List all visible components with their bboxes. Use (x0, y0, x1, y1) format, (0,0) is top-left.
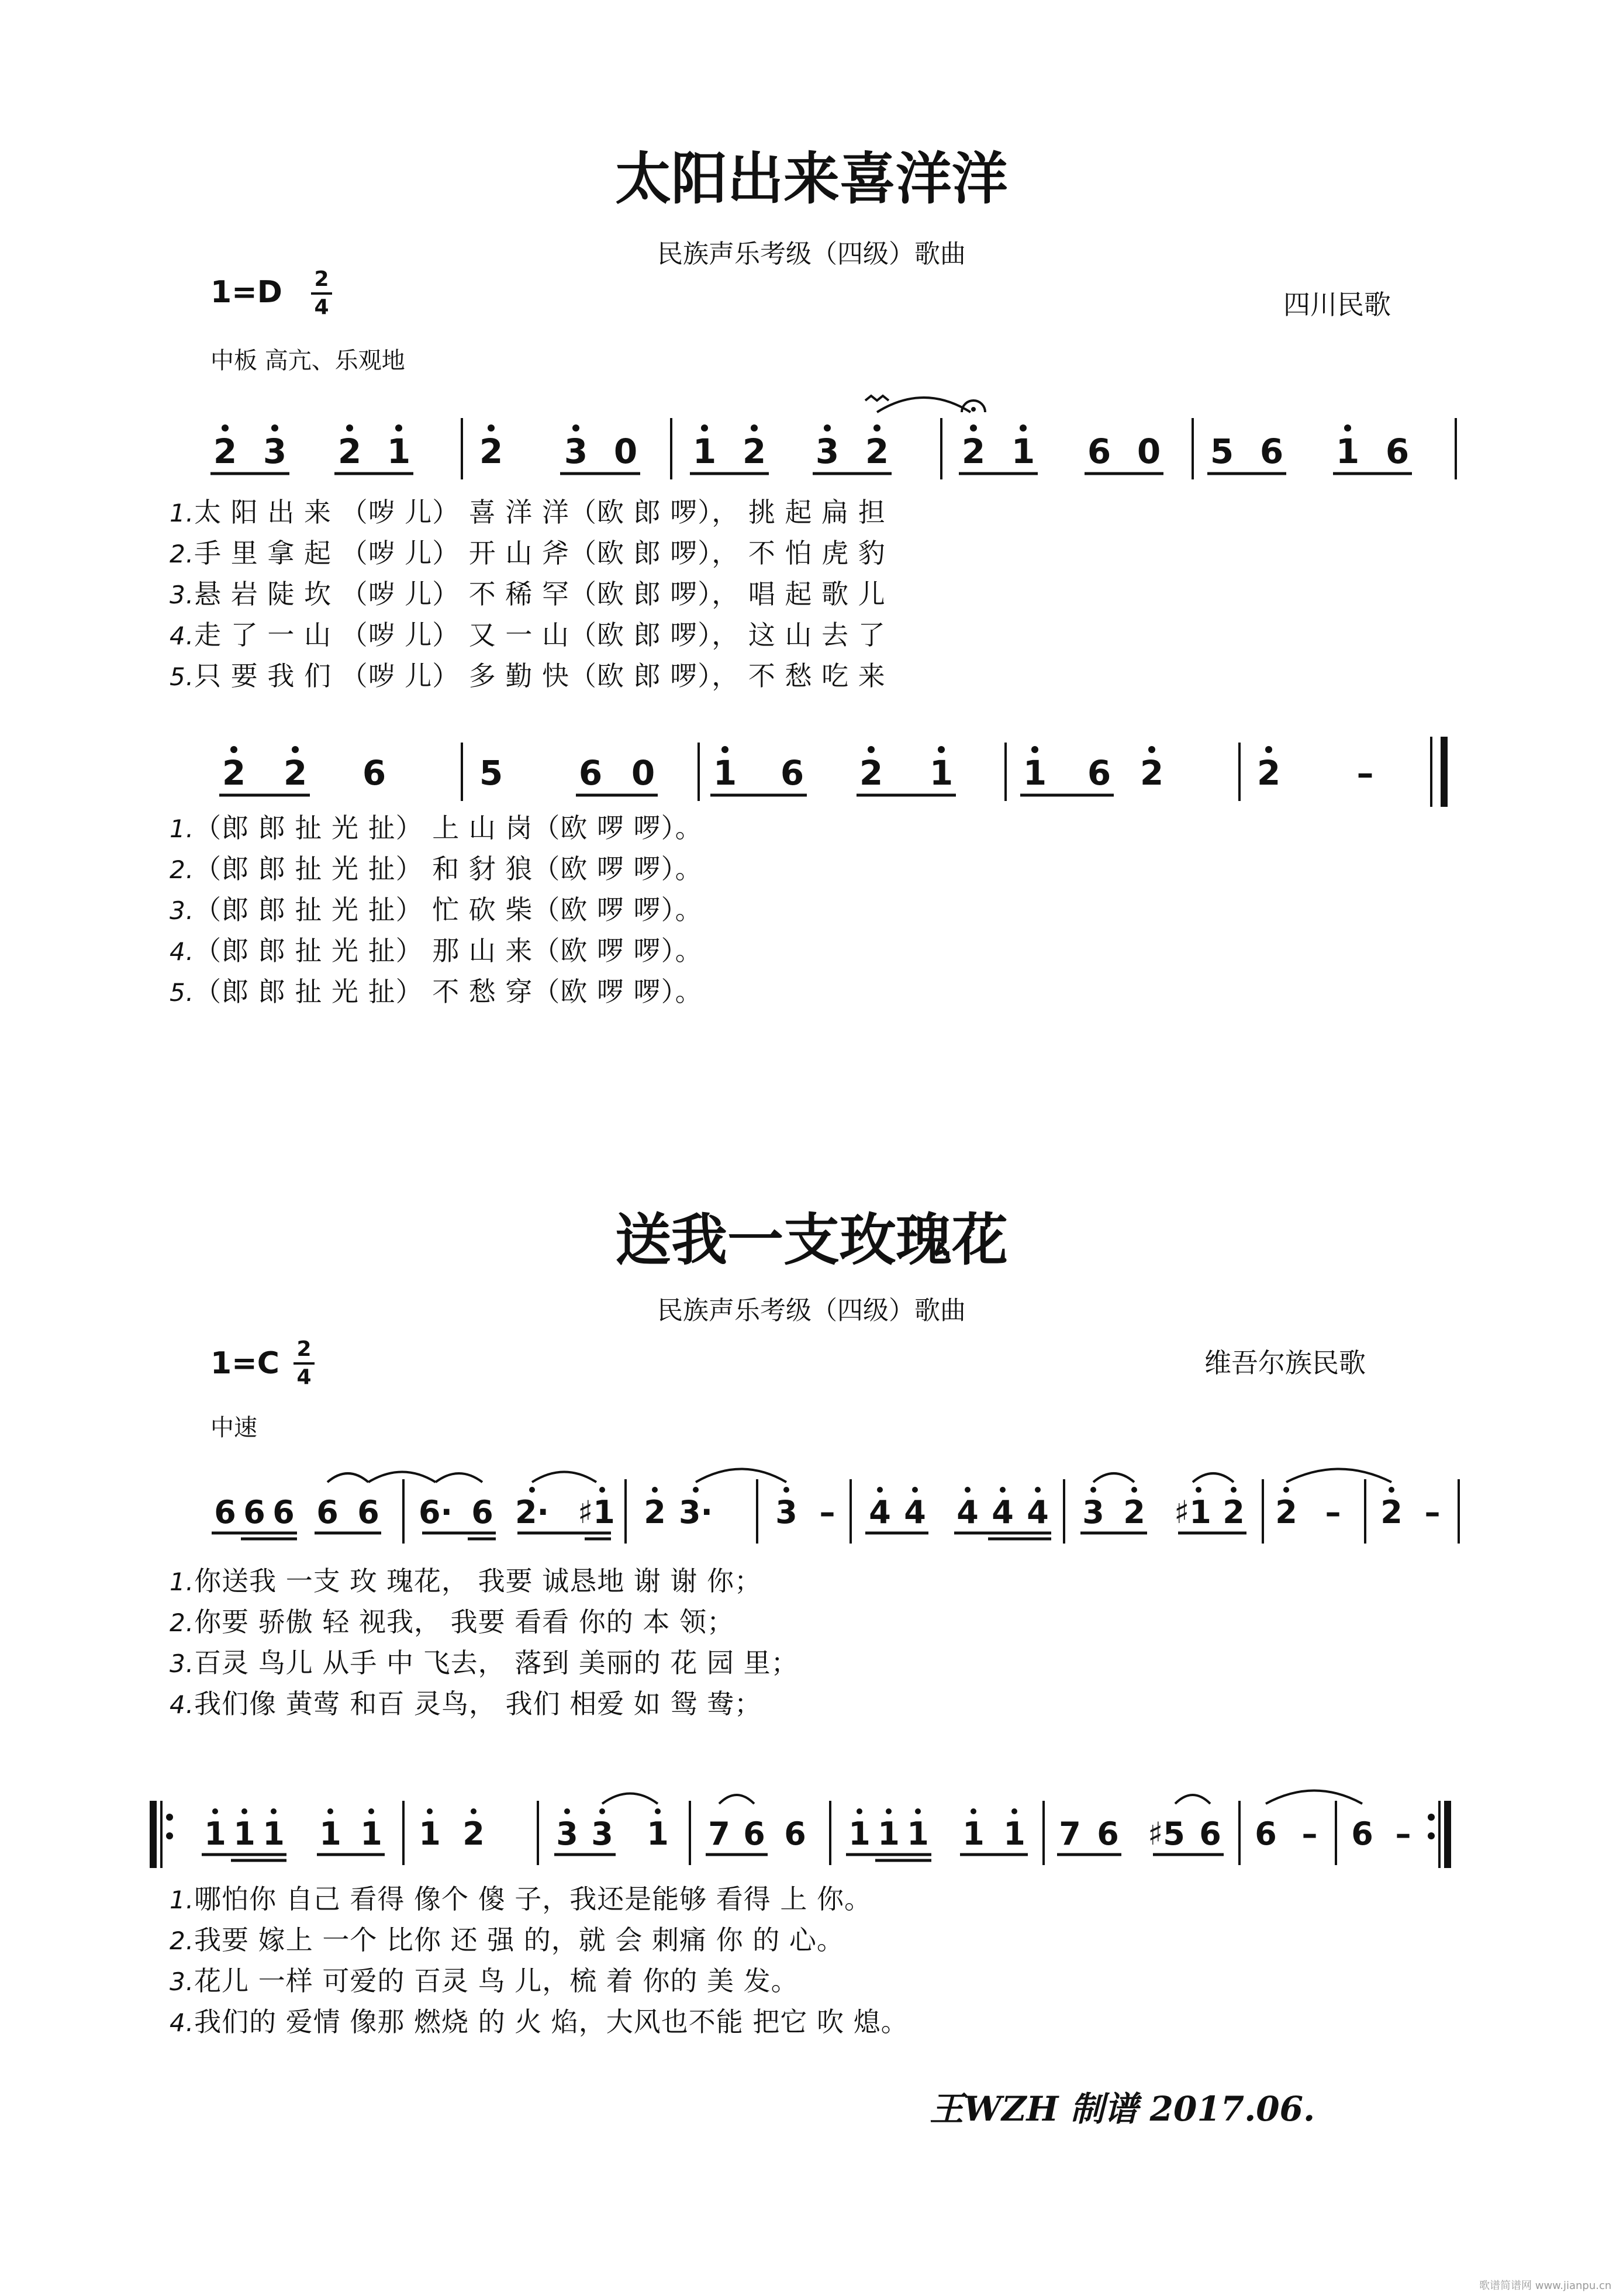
svg-text:1: 1 (319, 1815, 341, 1852)
svg-text:4: 4 (869, 1494, 891, 1531)
svg-text:1: 1 (713, 753, 737, 793)
svg-text:–: – (1325, 1494, 1341, 1531)
song2-staff-row-1 (0, 1456, 1623, 1555)
svg-text:2: 2 (1380, 1494, 1403, 1531)
svg-text:6: 6 (784, 1815, 806, 1852)
svg-text:3: 3 (564, 431, 588, 471)
svg-text:6: 6 (1259, 431, 1284, 471)
svg-text:♯5: ♯5 (1148, 1815, 1185, 1852)
site-watermark: 歌谱简谱网 www.jianpu.cn (1479, 2280, 1612, 2292)
song1-verse-a-5: 5.只 要 我 们 （哕 儿） 多 勤 快（欧 郎 啰）， 不 愁 吃 来 (170, 660, 886, 692)
song1-staff-row-1 (0, 386, 1623, 491)
svg-text:1: 1 (962, 1815, 985, 1852)
song2-time-top: 2 (296, 1337, 312, 1361)
svg-text:1: 1 (233, 1815, 255, 1852)
svg-text:6: 6 (1199, 1815, 1221, 1852)
svg-text:6: 6 (316, 1494, 339, 1531)
svg-text:6: 6 (1087, 431, 1111, 471)
song2-subtitle: 民族声乐考级（四级）歌曲 (657, 1296, 966, 1325)
svg-text:6: 6 (578, 753, 603, 793)
song2-time-bottom: 4 (296, 1365, 312, 1389)
svg-text:1: 1 (929, 753, 954, 793)
svg-text:6: 6 (1385, 431, 1410, 471)
song1-verse-b-3: 3.（郎 郎 扯 光 扯） 忙 砍 柴（欧 啰 啰）。 (170, 894, 703, 926)
song1-origin: 四川民歌 (1283, 289, 1391, 320)
svg-text:2: 2 (1275, 1494, 1297, 1531)
svg-text:3: 3 (591, 1815, 613, 1852)
svg-text:2: 2 (644, 1494, 666, 1531)
svg-text:3: 3 (775, 1494, 797, 1531)
song2-verse-b-2: 2.我要 嫁上 一个 比你 还 强 的，就 会 刺痛 你 的 心。 (170, 1924, 844, 1956)
song2-verse-b-1: 1.哪怕你 自己 看得 像个 傻 子，我还是能够 看得 上 你。 (170, 1883, 872, 1915)
svg-text:1: 1 (1023, 753, 1047, 793)
svg-text:1: 1 (848, 1815, 871, 1852)
svg-text:–: – (819, 1494, 835, 1531)
song2-verse-a-1: 1.你送我 一支 玫 瑰花， 我要 诚恳地 谢 谢 你； (170, 1565, 762, 1597)
svg-text:6: 6 (362, 753, 386, 793)
song2-origin: 维吾尔族民歌 (1204, 1347, 1366, 1379)
svg-text:1: 1 (360, 1815, 382, 1852)
svg-text:2: 2 (1139, 753, 1164, 793)
svg-text:–: – (1301, 1815, 1318, 1852)
song2-verse-b-3: 3.花儿 一样 可爱的 百灵 鸟 儿，梳 着 你的 美 发。 (170, 1965, 799, 1997)
svg-text:1: 1 (1335, 431, 1360, 471)
svg-text:6: 6 (214, 1494, 236, 1531)
svg-text:2: 2 (961, 431, 986, 471)
svg-text:6: 6 (1097, 1815, 1119, 1852)
svg-text:6: 6 (743, 1815, 765, 1852)
svg-text:6: 6 (243, 1494, 265, 1531)
song1-time-bottom: 4 (314, 295, 329, 319)
svg-text:0: 0 (1137, 431, 1161, 471)
svg-text:–: – (1424, 1494, 1441, 1531)
svg-text:1: 1 (386, 431, 411, 471)
svg-text:1: 1 (263, 1815, 285, 1852)
song2-tempo: 中速 (210, 1414, 257, 1441)
svg-text:2: 2 (742, 431, 766, 471)
svg-text:4: 4 (904, 1494, 926, 1531)
svg-text:1: 1 (204, 1815, 226, 1852)
svg-text:4: 4 (992, 1494, 1014, 1531)
song1-subtitle: 民族声乐考级（四级）歌曲 (657, 239, 966, 269)
svg-text:6: 6 (1087, 753, 1111, 793)
svg-text:2: 2 (222, 753, 246, 793)
song1-verse-b-5: 5.（郎 郎 扯 光 扯） 不 愁 穿（欧 啰 啰）。 (170, 976, 703, 1007)
svg-text:2: 2 (1256, 753, 1281, 793)
song1-title: 太阳出来喜洋洋 (615, 146, 1008, 212)
svg-text:2·: 2· (514, 1494, 550, 1531)
svg-text:3: 3 (556, 1815, 578, 1852)
svg-text:2: 2 (462, 1815, 485, 1852)
svg-text:5: 5 (1210, 431, 1234, 471)
svg-text:3: 3 (1082, 1494, 1104, 1531)
svg-text:6: 6 (357, 1494, 379, 1531)
svg-text:0: 0 (613, 431, 638, 471)
arranger-credit: 王WZH 制谱 2017.06. (930, 2089, 1315, 2129)
svg-text:5: 5 (479, 753, 503, 793)
song2-staff-row-2 (0, 1777, 1623, 1877)
song1-verse-a-4: 4.走 了 一 山 （哕 儿） 又 一 山（欧 郎 啰）， 这 山 去 了 (170, 619, 886, 651)
svg-text:2: 2 (213, 431, 237, 471)
svg-text:2: 2 (283, 753, 308, 793)
song1-verse-b-4: 4.（郎 郎 扯 光 扯） 那 山 来（欧 啰 啰）。 (170, 935, 703, 966)
song1-verse-a-2: 2.手 里 拿 起 （哕 儿） 开 山 斧（欧 郎 啰）， 不 怕 虎 豹 (170, 537, 886, 569)
svg-text:1: 1 (692, 431, 717, 471)
song1-verse-b-2: 2.（郎 郎 扯 光 扯） 和 豺 狼（欧 啰 啰）。 (170, 853, 703, 885)
svg-text:6: 6 (471, 1494, 493, 1531)
svg-text:2: 2 (865, 431, 889, 471)
svg-text:♯1: ♯1 (578, 1494, 615, 1531)
svg-text:1: 1 (647, 1815, 669, 1852)
song2-verse-a-2: 2.你要 骄傲 轻 视我， 我要 看看 你的 本 领； (170, 1606, 735, 1638)
svg-text:1: 1 (907, 1815, 929, 1852)
svg-text:1: 1 (1003, 1815, 1025, 1852)
song1-tempo: 中板 高亢、乐观地 (210, 347, 405, 374)
svg-text:6: 6 (272, 1494, 295, 1531)
svg-text:6·: 6· (418, 1494, 453, 1531)
svg-text:2: 2 (859, 753, 883, 793)
song1-time-top: 2 (314, 267, 329, 291)
svg-text:4: 4 (1027, 1494, 1049, 1531)
svg-text:3: 3 (815, 431, 840, 471)
song2-title: 送我一支玫瑰花 (615, 1207, 1008, 1273)
svg-text:–: – (1356, 753, 1374, 793)
svg-text:7: 7 (1059, 1815, 1081, 1852)
svg-text:3: 3 (263, 431, 287, 471)
song1-key-signature: 1=D (210, 275, 282, 310)
svg-text:6: 6 (780, 753, 804, 793)
song2-verse-b-4: 4.我们的 爱情 像那 燃烧 的 火 焰，大风也不能 把它 吹 熄。 (170, 2006, 909, 2038)
svg-text:2: 2 (1123, 1494, 1145, 1531)
svg-text:♯1: ♯1 (1174, 1494, 1211, 1531)
song2-verse-a-3: 3.百灵 鸟儿 从手 中 飞去， 落到 美丽的 花 园 里； (170, 1647, 799, 1679)
svg-text:1: 1 (878, 1815, 900, 1852)
song1-staff-row-2 (0, 713, 1623, 819)
svg-text:6: 6 (1255, 1815, 1277, 1852)
svg-text:3·: 3· (678, 1494, 713, 1531)
svg-text:2: 2 (1223, 1494, 1245, 1531)
song1-verse-b-1: 1.（郎 郎 扯 光 扯） 上 山 岗（欧 啰 啰）。 (170, 812, 703, 844)
svg-text:–: – (1395, 1815, 1411, 1852)
svg-text:6: 6 (1351, 1815, 1373, 1852)
song1-verse-a-3: 3.悬 岩 陡 坎 （哕 儿） 不 稀 罕（欧 郎 啰）， 唱 起 歌 儿 (170, 578, 886, 610)
svg-text:1: 1 (1011, 431, 1035, 471)
svg-text:4: 4 (956, 1494, 979, 1531)
svg-text:2: 2 (479, 431, 503, 471)
svg-text:0: 0 (631, 753, 655, 793)
song2-key-signature: 1=C (210, 1346, 279, 1381)
svg-text:1: 1 (419, 1815, 441, 1852)
svg-text:7: 7 (708, 1815, 730, 1852)
svg-text:2: 2 (337, 431, 362, 471)
song1-verse-a-1: 1.太 阳 出 来 （哕 儿） 喜 洋 洋（欧 郎 啰）， 挑 起 扁 担 (170, 496, 886, 528)
song2-verse-a-4: 4.我们像 黄莺 和百 灵鸟， 我们 相爱 如 鸳 鸯； (170, 1688, 762, 1720)
